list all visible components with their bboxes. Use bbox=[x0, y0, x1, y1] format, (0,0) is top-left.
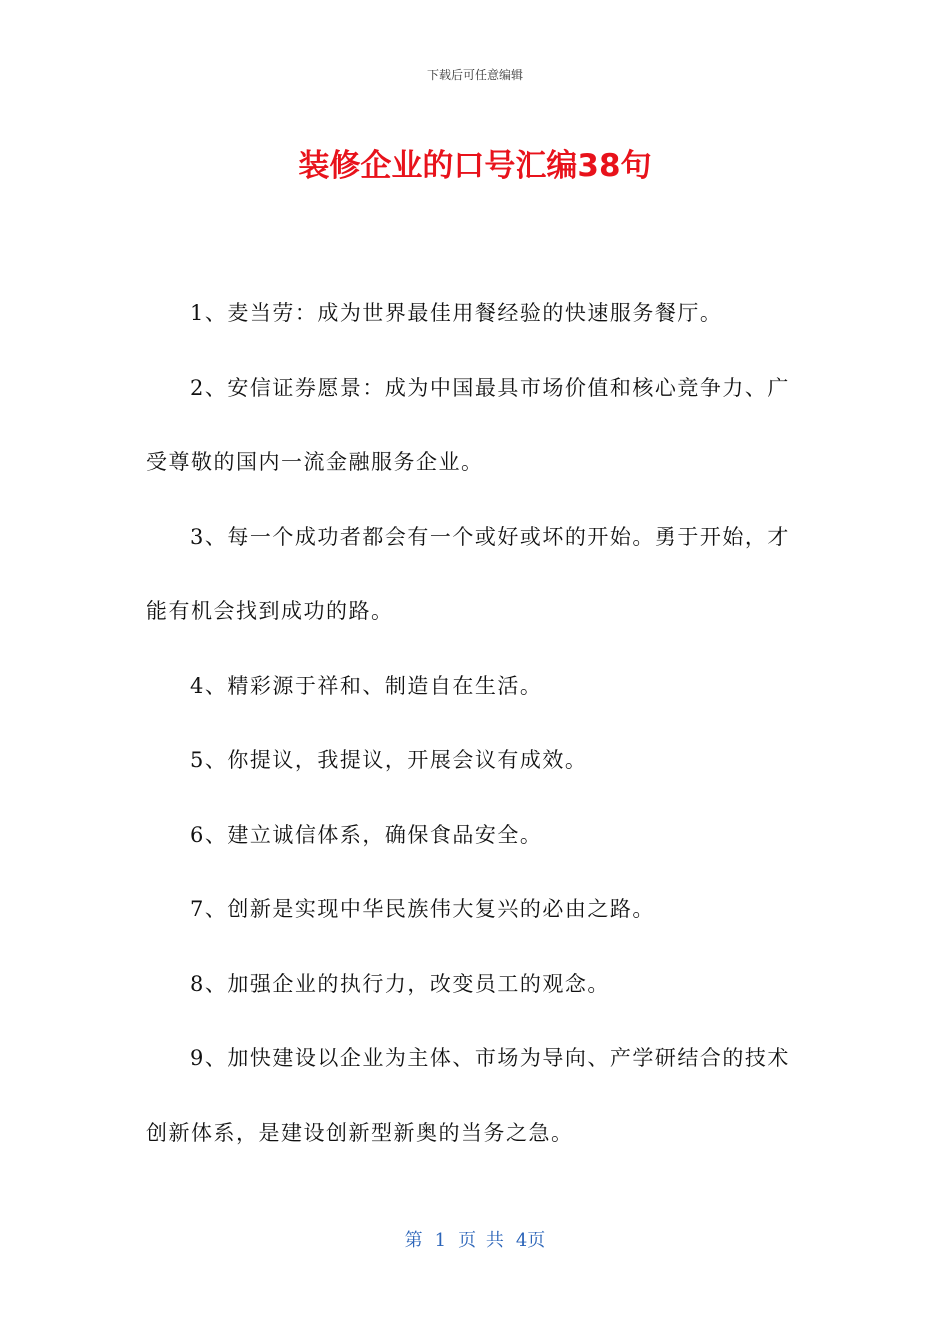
paragraph-7: 7、创新是实现中华民族伟大复兴的必由之路。 bbox=[190, 897, 655, 921]
paragraph-5: 5、你提议，我提议，开展会议有成效。 bbox=[190, 748, 588, 772]
paragraph-6: 6、建立诚信体系，确保食品安全。 bbox=[190, 822, 543, 847]
document-body bbox=[146, 276, 806, 1170]
footer-total-pages: 4页 bbox=[515, 1230, 546, 1251]
paragraph-2: 2、安信证券愿景：成为中国最具市场价值和核心竞争力、广受尊敬的国内一流金融服务企业。 bbox=[146, 375, 790, 474]
paragraph-8: 8、加强企业的执行力，改变员工的观念。 bbox=[190, 971, 610, 996]
page-footer bbox=[0, 1226, 950, 1252]
paragraph-9: 9、加快建设以企业为主体、市场为导向、产学研结合的技术创新体系，是建设创新型新奥的当务之急。 bbox=[146, 1046, 790, 1145]
document-title: 装修企业的口号汇编38句 bbox=[298, 148, 652, 184]
footer-prefix: 第 bbox=[404, 1230, 423, 1251]
paragraph-4: 4、精彩源于祥和、制造自在生活。 bbox=[190, 673, 543, 698]
header-note: 下载后可任意编辑 bbox=[426, 68, 523, 82]
paragraph-3: 3、每一个成功者都会有一个或好或坏的开始。勇于开始，才能有机会找到成功的路。 bbox=[146, 524, 790, 623]
footer-mid: 页 共 bbox=[458, 1230, 504, 1251]
footer-current-page: 1 bbox=[434, 1230, 447, 1251]
paragraph-1: 1、麦当劳：成为世界最佳用餐经验的快速服务餐厅。 bbox=[190, 301, 723, 325]
